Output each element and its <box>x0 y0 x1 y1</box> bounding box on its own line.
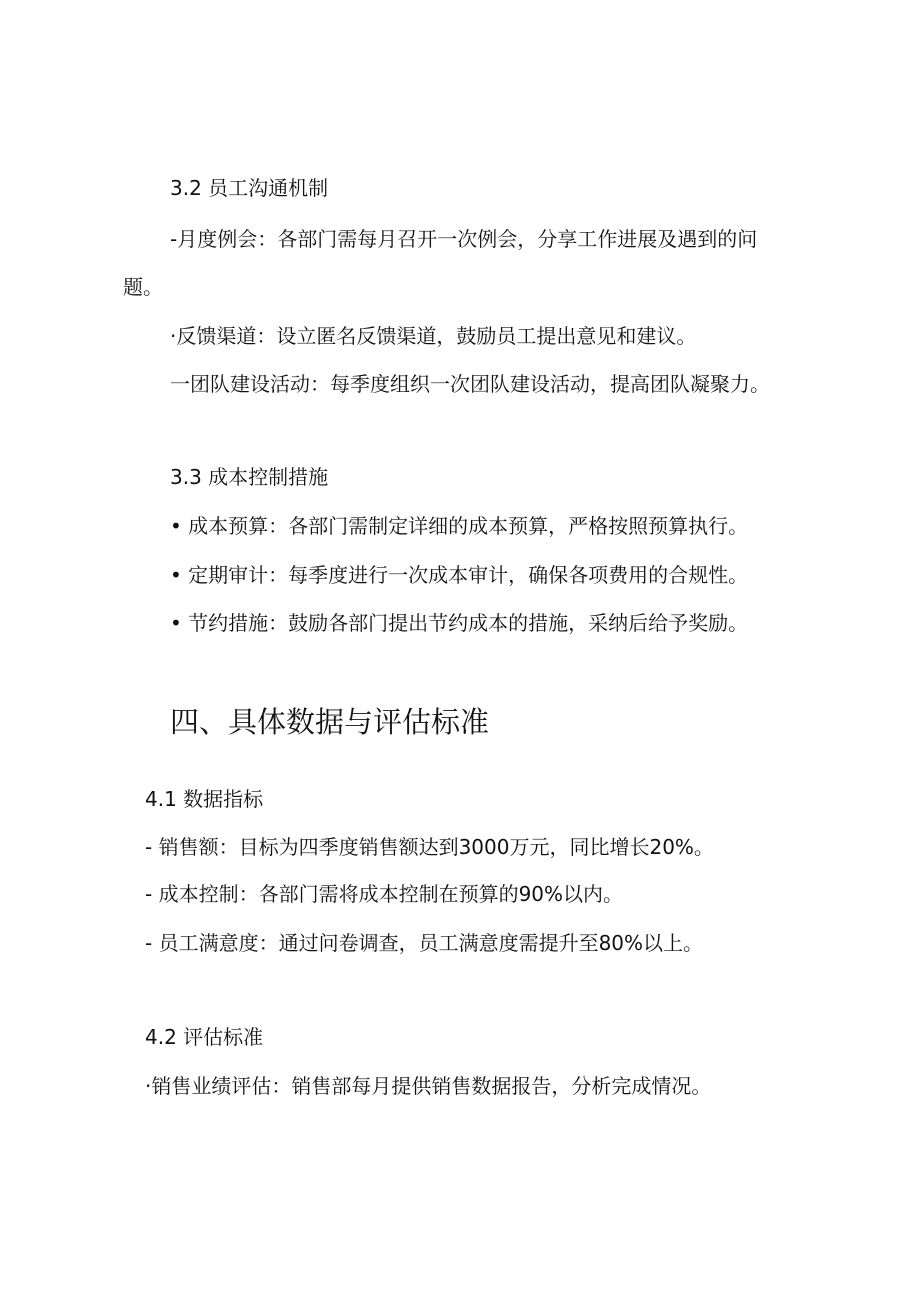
section-4-1-heading: 4.1 数据指标 <box>145 787 264 811</box>
section-3-2-heading: 3.2 员工沟通机制 <box>170 176 329 200</box>
meeting-item-line1: -月度例会：各部门需每月召开一次例会，分享工作进展及遇到的问 <box>170 227 758 251</box>
cost-item: • 成本预算：各部门需制定详细的成本预算，严格按照预算执行。 <box>170 514 749 538</box>
metric-item: - 销售额：目标为四季度销售额达到3000万元，同比增长20%。 <box>145 835 714 859</box>
section-4-2-heading: 4.2 评估标准 <box>145 1025 264 1049</box>
cost-item: • 定期审计：每季度进行一次成本审计，确保各项费用的合规性。 <box>170 563 749 587</box>
metric-item: - 成本控制：各部门需将成本控制在预算的90%以内。 <box>145 882 624 906</box>
section-3-3-heading: 3.3 成本控制措施 <box>170 465 329 489</box>
evaluation-item: ·销售业绩评估：销售部每月提供销售数据报告，分析完成情况。 <box>145 1074 712 1098</box>
team-building-item: 一团队建设活动：每季度组织一次团队建设活动，提高团队凝聚力。 <box>170 372 770 396</box>
metric-item: - 员工满意度：通过问卷调查，员工满意度需提升至80%以上。 <box>145 931 704 955</box>
meeting-item-line2: 题。 <box>123 275 163 299</box>
chapter-4-title: 四、具体数据与评估标准 <box>170 705 490 739</box>
cost-item: • 节约措施：鼓励各部门提出节约成本的措施，采纳后给予奖励。 <box>170 611 749 635</box>
feedback-item: ·反馈渠道：设立匿名反馈渠道，鼓励员工提出意见和建议。 <box>170 324 697 348</box>
